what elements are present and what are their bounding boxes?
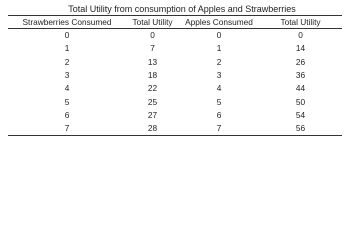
- cell-apples-total-utility: 54: [295, 109, 306, 120]
- table-row: [8, 109, 342, 122]
- cell-apples-consumed: 1: [216, 43, 222, 54]
- cell-strawberries-total-utility: 28: [126, 122, 179, 136]
- cell-apples-total-utility: 56: [259, 122, 342, 136]
- table-header-row: [8, 16, 342, 29]
- cell-strawberries-total-utility: 13: [147, 56, 158, 67]
- cell-apples-total-utility: 44: [295, 83, 306, 94]
- table-row: [8, 82, 342, 95]
- cell-apples-consumed: 0: [216, 30, 222, 41]
- cell-apples-consumed: 7: [179, 122, 259, 136]
- table-row: [8, 69, 342, 82]
- cell-apples-total-utility: 36: [295, 70, 306, 81]
- cell-strawberries-consumed: 0: [64, 30, 70, 41]
- header-apples-total-utility: Total Utility: [259, 16, 342, 29]
- table-row: [8, 42, 342, 55]
- table-row: [8, 56, 342, 69]
- utility-table-figure: [8, 4, 342, 136]
- cell-apples-consumed: 2: [216, 56, 222, 67]
- cell-strawberries-consumed: 4: [64, 83, 70, 94]
- cell-strawberries-total-utility: 7: [150, 43, 155, 54]
- cell-strawberries-total-utility: 27: [147, 109, 158, 120]
- table-row: [8, 95, 342, 108]
- cell-strawberries-consumed: 7: [8, 122, 126, 136]
- cell-apples-consumed: 6: [216, 109, 222, 120]
- cell-apples-total-utility: 26: [295, 56, 306, 67]
- table-row: [8, 29, 342, 43]
- table-row: [8, 122, 342, 136]
- cell-strawberries-consumed: 2: [64, 56, 70, 67]
- header-strawberries-consumed: Strawberries Consumed: [8, 16, 126, 29]
- cell-apples-consumed: 3: [216, 70, 222, 81]
- cell-apples-total-utility: 50: [295, 96, 306, 107]
- cell-apples-total-utility: 14: [295, 43, 306, 54]
- utility-table: [8, 15, 342, 136]
- table-title: Total Utility from consumption of Apples and Strawberries: [68, 4, 296, 14]
- header-apples-consumed: Apples Consumed: [179, 16, 259, 29]
- cell-strawberries-total-utility: 22: [147, 83, 158, 94]
- cell-strawberries-total-utility: 25: [147, 96, 158, 107]
- cell-strawberries-consumed: 5: [64, 96, 70, 107]
- cell-strawberries-total-utility: 0: [150, 30, 155, 41]
- cell-strawberries-total-utility: 18: [147, 70, 158, 81]
- cell-strawberries-consumed: 6: [64, 109, 70, 120]
- cell-apples-total-utility: 0: [298, 30, 303, 41]
- cell-apples-consumed: 4: [216, 83, 222, 94]
- header-strawberries-total-utility: Total Utility: [126, 16, 179, 29]
- cell-apples-consumed: 5: [216, 96, 222, 107]
- cell-strawberries-consumed: 1: [64, 43, 70, 54]
- cell-strawberries-consumed: 3: [64, 70, 70, 81]
